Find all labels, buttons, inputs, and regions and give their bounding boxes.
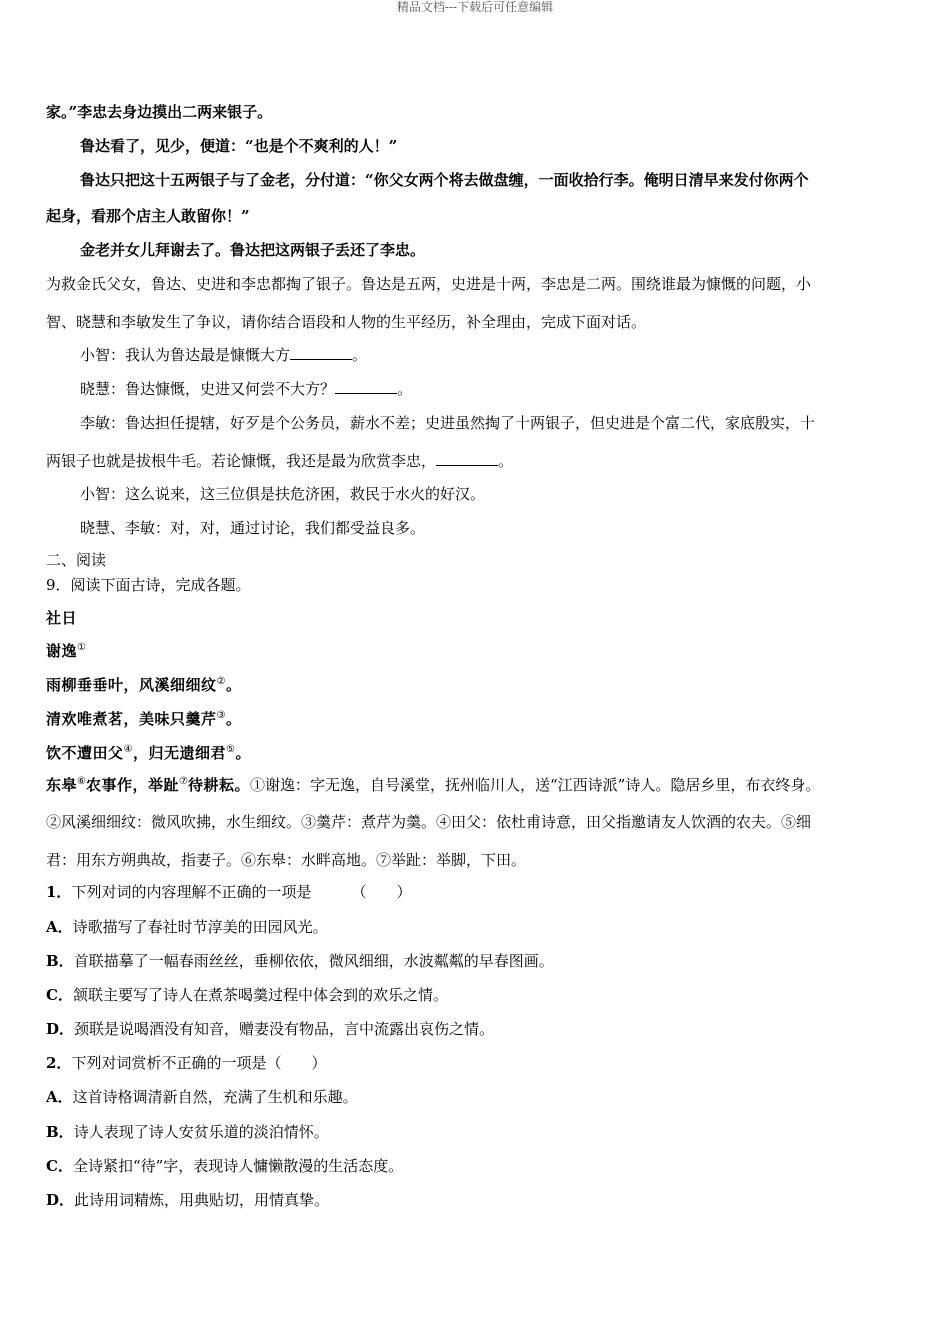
dialogue-text: 小智：我认为鲁达最是慷慨大方 [80, 346, 291, 364]
story-line: 鲁达只把这十五两银子与了金老，分付道：“你父女两个将去做盘缠，一面收拾行李。俺明日清早来发付你两个 [80, 171, 809, 189]
question-stem: 2．下列对词赏析不正确的一项是（ ） [46, 1054, 327, 1072]
story-line: 家。”李忠去身边摸出二两来银子。 [46, 103, 273, 121]
dialogue-line: 李敏：鲁达担任提辖，好歹是个公务员，薪水不差；史进虽然掏了十两银子，但史进是个富二代，家底殷实，十 [80, 414, 816, 432]
story-line: 鲁达看了，见少，便道：“也是个不爽利的人！” [80, 137, 398, 155]
dialogue-end: 。 [498, 452, 514, 470]
option-b[interactable]: B．诗人表现了诗人安贫乐道的淡泊情怀。 [46, 1123, 329, 1141]
question-9-prompt: 9．阅读下面古诗，完成各题。 [46, 576, 251, 594]
answer-blank[interactable] [436, 451, 498, 466]
option-d[interactable]: D．颈联是说喝酒没有知音，赠妻没有物品，言中流露出哀伤之情。 [46, 1020, 495, 1038]
page-header: 精品文档---下载后可任意编辑 [396, 0, 554, 14]
poem-line: 饮不遭田父④，归无遗细君⑤。 [46, 744, 251, 762]
question-stem: 1．下列对词的内容理解不正确的一项是 （ ） [46, 883, 412, 901]
answer-blank[interactable] [335, 379, 397, 394]
dialogue-end: 。 [352, 346, 368, 364]
section-heading: 二、阅读 [46, 551, 107, 569]
poem-line: 雨柳垂垂叶，风溪细细纹②。 [46, 676, 242, 694]
poem-line: 清欢唯煮茗，美味只羹芹③。 [46, 710, 242, 728]
option-c[interactable]: C．颔联主要写了诗人在煮茶喝羹过程中体会到的欢乐之情。 [46, 986, 448, 1004]
option-b[interactable]: B．首联描摹了一幅春雨丝丝，垂柳依依，微风细细，水波粼粼的早春图画。 [46, 952, 554, 970]
option-d[interactable]: D．此诗用词精炼，用典贴切，用情真挚。 [46, 1191, 330, 1209]
task-paragraph: 为救金氏父女，鲁达、史进和李忠都掏了银子。鲁达是五两，史进是十两，李忠是二两。围绕谁最为慷慨的问题，小 [46, 275, 812, 293]
poem-author: 谢逸① [46, 642, 87, 660]
option-c[interactable]: C．全诗紧扣“待”字，表现诗人慵懒散漫的生活态度。 [46, 1157, 404, 1175]
dialogue-line: 晓慧、李敏：对，对，通过讨论，我们都受益良多。 [80, 519, 426, 537]
story-line: 金老并女儿拜谢去了。鲁达把这两银子丢还了李忠。 [80, 241, 426, 259]
option-a[interactable]: A．这首诗格调清新自然，充满了生机和乐趣。 [46, 1088, 358, 1106]
poem-notes: ②风溪细细纹：微风吹拂，水生细纹。③羹芹：煮芹为羹。④田父：依杜甫诗意，田父指邀请友人饮酒的农夫。⑤细 [46, 813, 812, 831]
poem-line-with-notes: 东皋⑥农事作，举趾⑦待耕耘。①谢逸：字无逸，自号溪堂，抚州临川人，送“江西诗派”诗人。隐居乡里，布衣终身。 [46, 776, 821, 794]
dialogue-line [46, 451, 916, 471]
answer-parentheses[interactable]: （ ） [351, 883, 412, 901]
dialogue-line [80, 379, 950, 399]
task-paragraph: 智、晓慧和李敏发生了争议，请你结合语段和人物的生平经历，补全理由，完成下面对话。 [46, 313, 647, 331]
answer-parentheses[interactable]: （ ） [266, 1054, 327, 1072]
option-a[interactable]: A．诗歌描写了春社时节淳美的田园风光。 [46, 918, 328, 936]
poem-title: 社日 [46, 609, 78, 627]
dialogue-text: 两银子也就是拔根牛毛。若论慷慨，我还是最为欣赏李忠， [46, 452, 437, 470]
dialogue-text: 晓慧：鲁达慷慨，史进又何尝不大方？ [80, 380, 336, 398]
answer-blank[interactable] [290, 345, 352, 360]
poem-notes: 君：用东方朔典故，指妻子。⑥东皋：水畔高地。⑦举趾：举脚，下田。 [46, 851, 527, 869]
story-line: 起身，看那个店主人敢留你！” [46, 207, 250, 225]
dialogue-line [80, 345, 950, 365]
poem-notes: ①谢逸：字无逸，自号溪堂，抚州临川人，送“江西诗派”诗人。隐居乡里，布衣终身。 [249, 776, 821, 794]
dialogue-line: 小智：这么说来，这三位俱是扶危济困，救民于水火的好汉。 [80, 485, 486, 503]
dialogue-end: 。 [397, 380, 413, 398]
